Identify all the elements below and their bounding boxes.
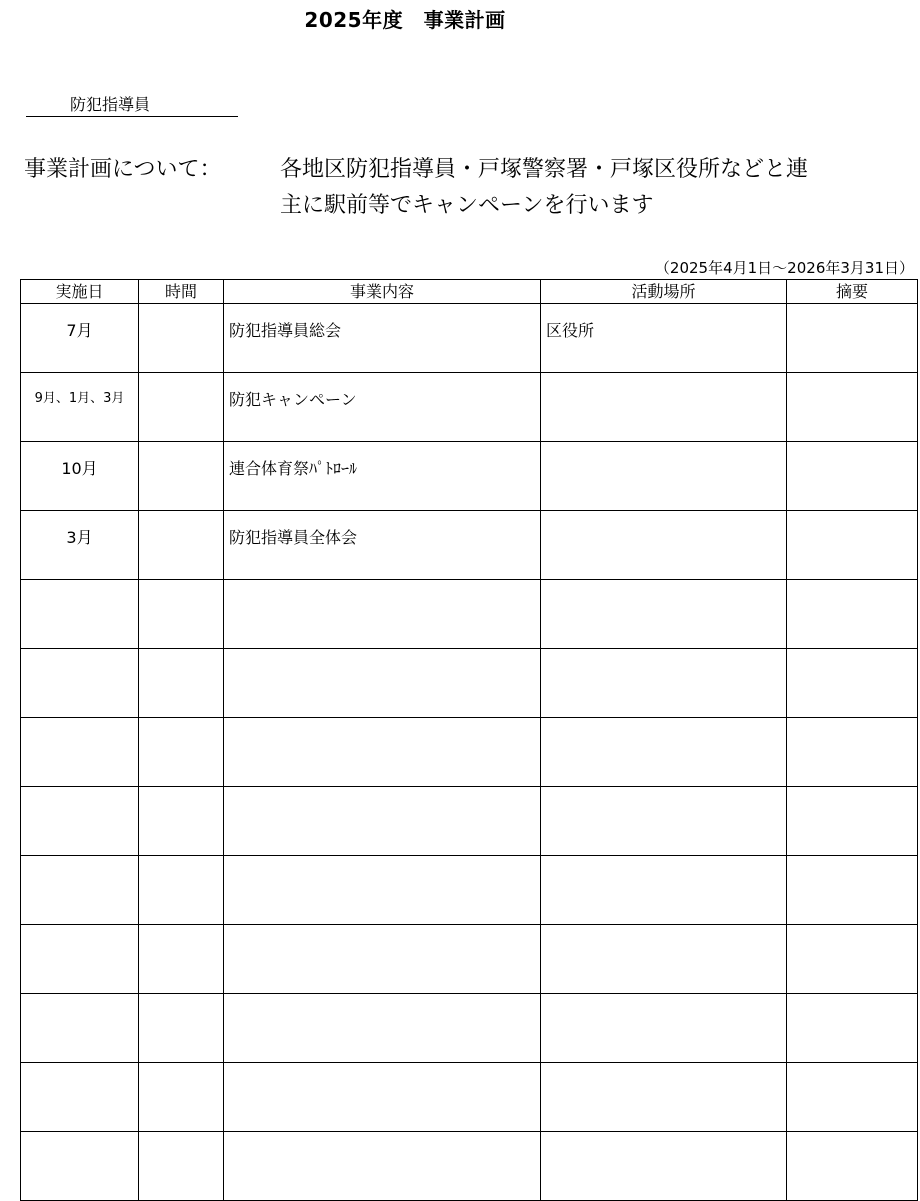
header-note: 摘要 — [787, 280, 918, 304]
cell-place — [541, 580, 787, 649]
cell-date: 7月 — [21, 304, 139, 373]
cell-time — [139, 1063, 224, 1132]
table-row — [21, 649, 918, 718]
table-row — [21, 304, 918, 373]
header-content: 事業内容 — [224, 280, 541, 304]
cell-note — [787, 787, 918, 856]
plan-description-line-1: 各地区防犯指導員・戸塚警察署・戸塚区役所などと連 — [280, 157, 809, 182]
cell-note — [787, 718, 918, 787]
cell-note — [787, 304, 918, 373]
cell-place — [541, 1063, 787, 1132]
header-time: 時間 — [139, 280, 224, 304]
cell-date: 9月、1月、3月 — [21, 373, 139, 442]
cell-place — [541, 787, 787, 856]
cell-note — [787, 994, 918, 1063]
cell-place — [541, 718, 787, 787]
fiscal-period: （2025年4月1日～2026年3月31日） — [654, 259, 914, 277]
cell-content — [224, 718, 541, 787]
cell-time — [139, 511, 224, 580]
cell-place — [541, 511, 787, 580]
cell-date — [21, 718, 139, 787]
schedule-table — [20, 279, 918, 1201]
cell-note — [787, 511, 918, 580]
cell-place — [541, 649, 787, 718]
cell-place — [541, 442, 787, 511]
cell-date — [21, 994, 139, 1063]
cell-time — [139, 994, 224, 1063]
cell-place — [541, 994, 787, 1063]
cell-note — [787, 580, 918, 649]
table-header-row — [21, 280, 918, 304]
cell-time — [139, 649, 224, 718]
cell-content: 防犯指導員全体会 — [224, 511, 541, 580]
cell-date — [21, 925, 139, 994]
table-row — [21, 994, 918, 1063]
cell-content — [224, 1132, 541, 1201]
plan-label: 事業計画について： — [24, 157, 222, 182]
table-row — [21, 1063, 918, 1132]
cell-note — [787, 373, 918, 442]
cell-note — [787, 856, 918, 925]
cell-content: 防犯指導員総会 — [224, 304, 541, 373]
table-row — [21, 1132, 918, 1201]
cell-note — [787, 1132, 918, 1201]
cell-time — [139, 580, 224, 649]
cell-note — [787, 442, 918, 511]
cell-place — [541, 856, 787, 925]
cell-time — [139, 856, 224, 925]
cell-date — [21, 580, 139, 649]
cell-time — [139, 718, 224, 787]
cell-time — [139, 373, 224, 442]
cell-time — [139, 787, 224, 856]
table-row — [21, 718, 918, 787]
cell-place — [541, 373, 787, 442]
table-row — [21, 373, 918, 442]
cell-time — [139, 1132, 224, 1201]
cell-content: 防犯キャンペーン — [224, 373, 541, 442]
cell-note — [787, 925, 918, 994]
header-date: 実施日 — [21, 280, 139, 304]
cell-place — [541, 925, 787, 994]
cell-date — [21, 1132, 139, 1201]
cell-date — [21, 787, 139, 856]
cell-place — [541, 1132, 787, 1201]
cell-time — [139, 925, 224, 994]
table-row — [21, 787, 918, 856]
cell-note — [787, 649, 918, 718]
cell-date — [21, 1063, 139, 1132]
cell-content — [224, 580, 541, 649]
organization-name: 防犯指導員 — [26, 94, 238, 117]
table-row — [21, 925, 918, 994]
cell-time — [139, 304, 224, 373]
cell-place: 区役所 — [541, 304, 787, 373]
cell-note — [787, 1063, 918, 1132]
cell-date: 3月 — [21, 511, 139, 580]
cell-date: 10月 — [21, 442, 139, 511]
table-row — [21, 511, 918, 580]
table-body — [21, 304, 918, 1201]
header-place: 活動場所 — [541, 280, 787, 304]
cell-date — [21, 856, 139, 925]
cell-content — [224, 649, 541, 718]
cell-content — [224, 925, 541, 994]
cell-content — [224, 856, 541, 925]
cell-date — [21, 649, 139, 718]
cell-content — [224, 1063, 541, 1132]
cell-content: 連合体育祭ﾊﾟﾄﾛｰﾙ — [224, 442, 541, 511]
table-row — [21, 580, 918, 649]
plan-description-line-2: 主に駅前等でキャンペーンを行います — [280, 193, 654, 218]
cell-time — [139, 442, 224, 511]
cell-content — [224, 994, 541, 1063]
table-row — [21, 856, 918, 925]
document-title: 2025年度 事業計画 — [304, 8, 506, 32]
cell-content — [224, 787, 541, 856]
table-row — [21, 442, 918, 511]
